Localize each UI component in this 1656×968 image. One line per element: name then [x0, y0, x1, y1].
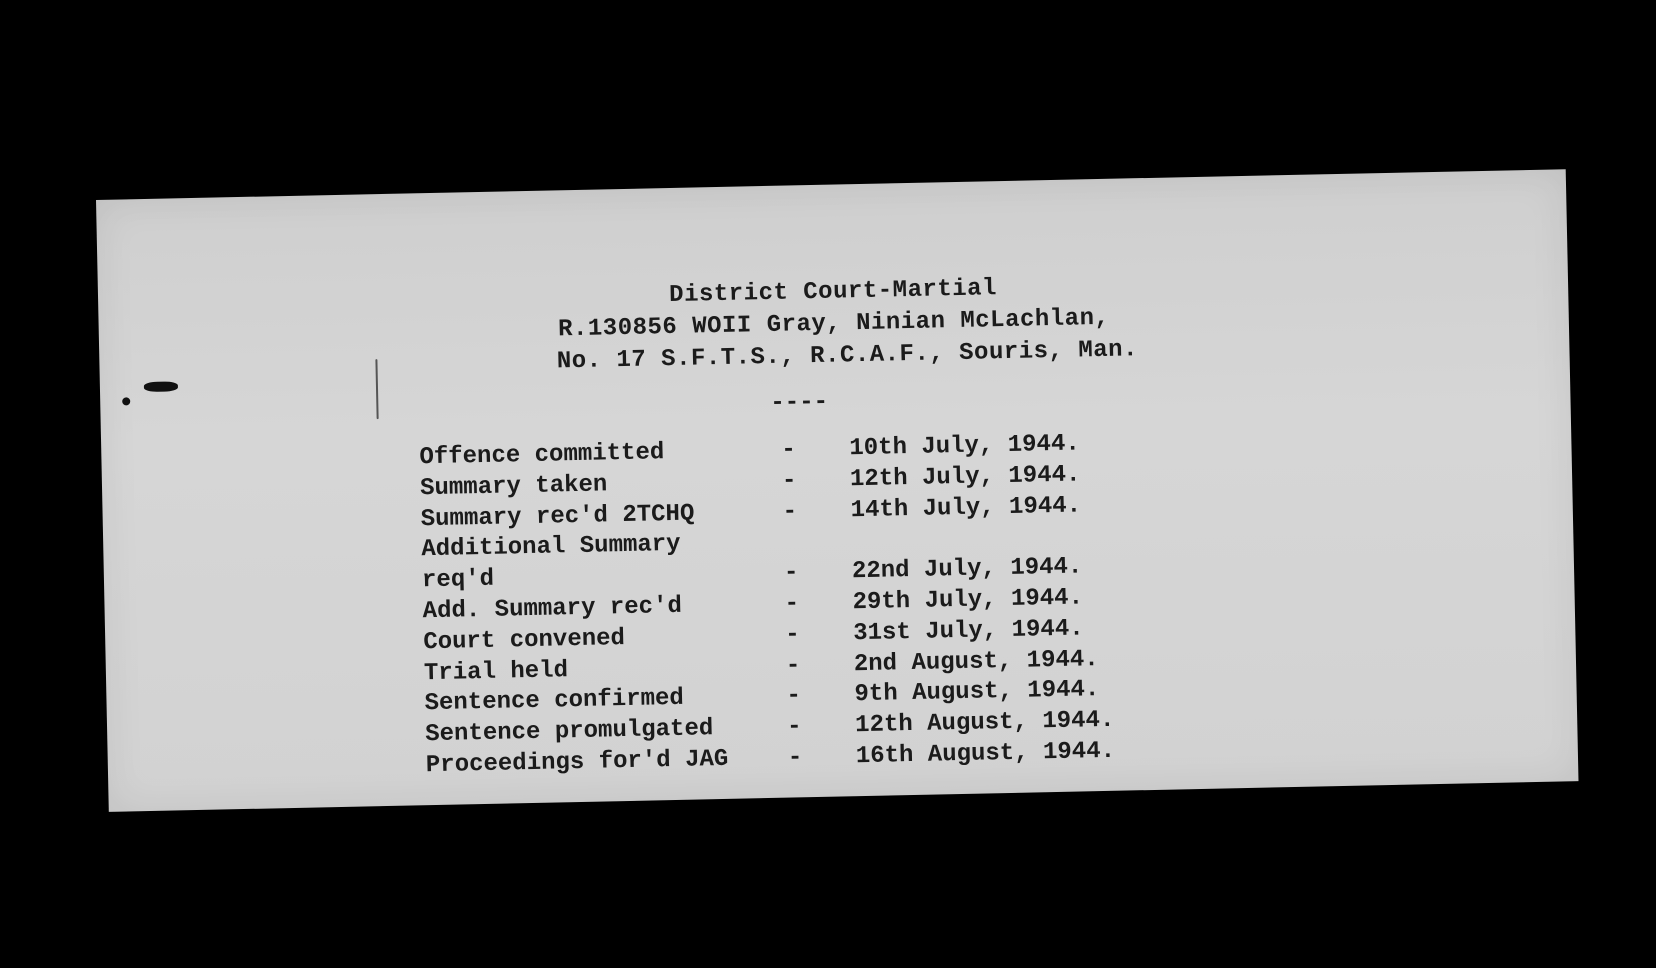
- schedule-date: 12th July, 1944.: [849, 461, 1081, 494]
- schedule-event: Trial held: [423, 656, 569, 687]
- heading-unit: No. 17 S.F.T.S., R.C.A.F., Souris, Man.: [556, 336, 1139, 376]
- schedule-event: Court convened: [423, 624, 626, 657]
- schedule-event: Additional Summary: [421, 531, 681, 564]
- schedule-event: req'd: [421, 565, 495, 595]
- schedule-date: 10th July, 1944.: [849, 430, 1081, 463]
- schedule-dash: -: [786, 713, 802, 741]
- schedule-event: Sentence confirmed: [424, 685, 685, 718]
- schedule-date: 9th August, 1944.: [854, 676, 1100, 709]
- schedule-dash: -: [785, 651, 801, 680]
- document-sheet: [96, 169, 1578, 812]
- schedule-dash: -: [787, 744, 803, 772]
- schedule-date: 31st July, 1944.: [852, 615, 1084, 648]
- schedule-date: 14th July, 1944.: [850, 492, 1082, 524]
- document-heading: [98, 261, 1570, 388]
- schedule-event: Offence committed: [419, 439, 665, 472]
- proceedings-schedule: [419, 427, 1186, 782]
- schedule-dash: -: [783, 559, 799, 587]
- schedule-event: Proceedings for'd JAG: [425, 745, 729, 780]
- schedule-date: 29th July, 1944.: [852, 584, 1084, 617]
- schedule-dash: -: [782, 497, 798, 526]
- schedule-date: 22nd July, 1944.: [851, 553, 1083, 586]
- schedule-dash: [783, 547, 851, 548]
- schedule-dash: -: [781, 436, 797, 464]
- heading-separator: ----: [770, 388, 829, 417]
- schedule-dash: -: [784, 590, 800, 618]
- schedule-dash: -: [781, 467, 797, 495]
- ink-blot: [144, 381, 178, 392]
- schedule-date: 2nd August, 1944.: [853, 645, 1099, 678]
- heading-title: District Court-Martial: [668, 275, 998, 310]
- schedule-dash: -: [786, 682, 802, 711]
- schedule-event: Summary rec'd 2TCHQ: [420, 500, 695, 533]
- schedule-dash: -: [784, 621, 800, 649]
- schedule-event: Summary taken: [419, 471, 608, 503]
- schedule-date: 12th August, 1944.: [854, 706, 1115, 740]
- heading-service-member: R.130856 WOII Gray, Ninian McLachlan,: [557, 304, 1110, 344]
- schedule-date: [851, 540, 1181, 547]
- schedule-date: 16th August, 1944.: [855, 737, 1116, 771]
- ink-speck: [122, 397, 130, 405]
- schedule-event: Add. Summary rec'd: [422, 592, 683, 626]
- schedule-event: Sentence promulgated: [424, 715, 714, 749]
